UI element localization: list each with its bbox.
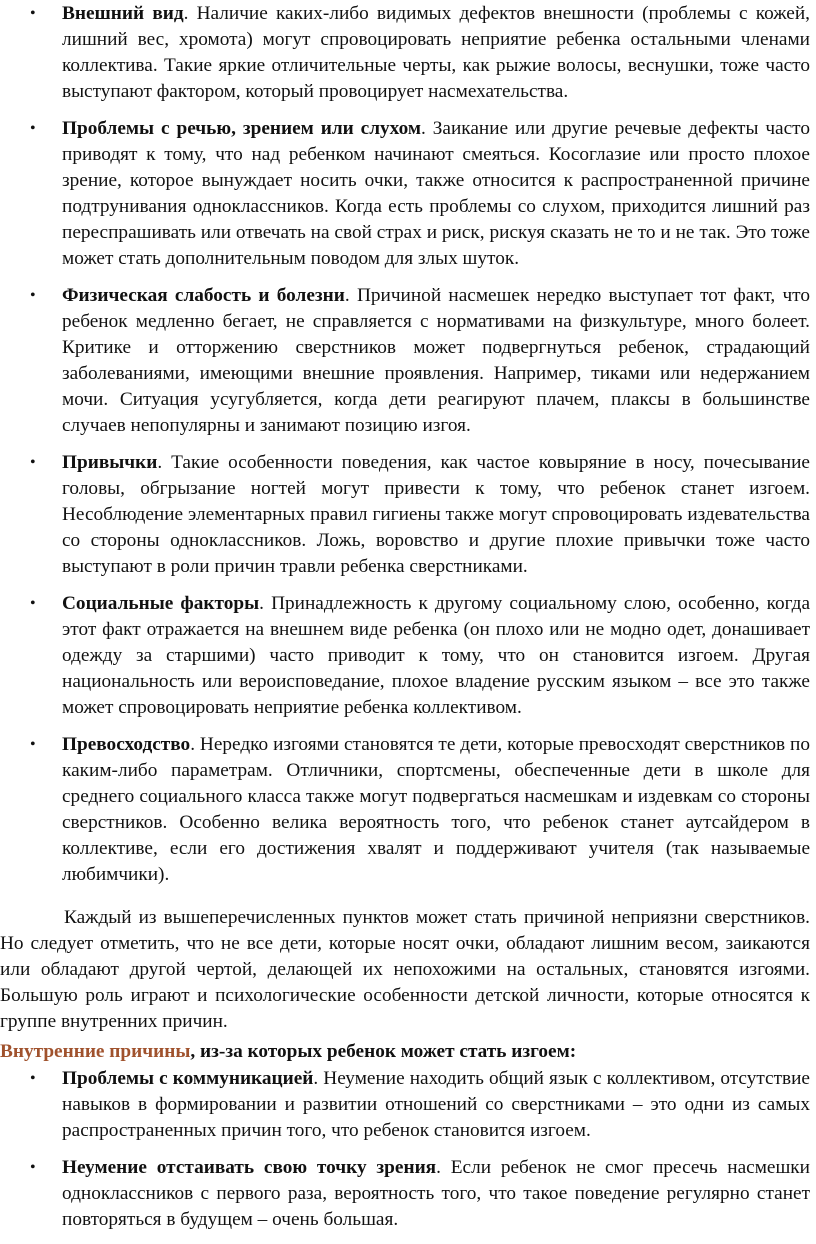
item-title: Неумение отстаивать свою точку зрения [62,1157,437,1178]
bullet-icon: • [30,1070,36,1087]
item-text: . Принадлежность к другому социальному слою, особенно, когда этот факт отражается на внешнем виде ребенка (он плохо или не модно одет, донашивает одежду за старшими) часто приводит к тому, что он становится изгоем. Другая национальность или вероисповедание, плохое владение русским языком – все это также может спровоцировать неприятие ребенка коллективом. [62,593,811,718]
bullet-icon: • [30,736,36,753]
item-text: . Неумение находить общий язык с коллективом, отсутствие навыков в формировании и развитии отношений со сверстниками – это одни из самых распространенных причин того, что ребенок становится изгоем. [62,1068,810,1141]
item-title: Привычки [62,452,158,473]
bullet-icon: • [30,595,36,612]
item-text: . Такие особенности поведения, как частое ковыряние в носу, почесывание головы, обгрызание ногтей могут привести к тому, что ребенок станет изгоем. Несоблюдение элементарных правил гигиены также могут спровоцировать издевательства со стороны одноклассников. Ложь, воровство и другие плохие привычки тоже часто выступают в роли причин травли ребенка сверстниками. [62,452,810,577]
bullet-icon: • [30,5,36,22]
item-title: Внешний вид [62,3,184,24]
list-item [0,1,816,105]
bullet-icon: • [30,287,36,304]
section-heading [0,1039,810,1065]
bullet-icon: • [30,120,36,137]
list-item [0,450,816,580]
summary-paragraph: Каждый из вышеперечисленных пунктов может стать причиной неприязни сверстников. Но следует отметить, что не все дети, которые носят очки, обладают лишним весом, заикаются или обладают другой чертой, делающей их непохожими на остальных, становятся изгоями. Большую роль играют и психологические особенности детской личности, которые относятся к группе внутренних причин. [0,907,810,1032]
bullet-icon: • [30,1159,36,1176]
list-item [0,591,816,721]
list-item [0,1155,816,1233]
item-text: . Причиной насмешек нередко выступает тот факт, что ребенок медленно бегает, не справляется с нормативами на физкультуре, много болеет. Критике и отторжению сверстников может подвергнуться ребенок, страдающий заболеваниями, имеющими внешние проявления. Например, тиками или недержанием мочи. Ситуация усугубляется, когда дети реагируют плачем, плаксы в большинстве случаев непопулярны и занимают позицию изгоя. [62,285,810,436]
heading-rest: , из-за которых ребенок может стать изгоем: [190,1041,577,1062]
external-causes-list [0,1,816,899]
item-title: Физическая слабость и болезни [62,285,345,306]
list-item [0,1066,816,1144]
list-item [0,116,816,272]
bullet-icon: • [30,454,36,471]
heading-accent: Внутренние причины [0,1041,191,1062]
item-text: . Наличие каких-либо видимых дефектов внешности (проблемы с кожей, лишний вес, хромота) могут спровоцировать неприятие ребенка остальными членами коллектива. Такие яркие отличительные черты, как рыжие волосы, веснушки, тоже часто выступают фактором, который провоцирует насмехательства. [62,3,811,102]
item-text: . Заикание или другие речевые дефекты часто приводят к тому, что над ребенком начинают смеяться. Косоглазие или просто плохое зрение, которое вынуждает носить очки, также относится к распространенной причине подтрунивания одноклассников. Когда есть проблемы со слухом, приходится лишний раз переспрашивать или отвечать на свой страх и риск, рискуя сказать не то и не так. Это тоже может стать дополнительным поводом для злых шуток. [62,118,810,269]
item-title: Проблемы с коммуникацией [62,1068,314,1089]
list-item [0,283,816,439]
item-title: Проблемы с речью, зрением или слухом [62,118,421,139]
item-title: Социальные факторы [62,593,260,614]
item-text: . Нередко изгоями становятся те дети, которые превосходят сверстников по каким-либо параметрам. Отличники, спортсмены, обеспеченные дети в школе для среднего социального класса также могут подвергаться насмешкам и издевкам со стороны сверстников. Особенно велика вероятность того, что ребенок станет аутсайдером в коллективе, если его достижения хвалят и поддерживают учителя (так называемые любимчики). [62,734,810,885]
item-text: . Если ребенок не смог пресечь насмешки одноклассников с первого раза, вероятность того, что такое поведение регулярно станет повторяться в будущем – очень большая. [62,1157,810,1230]
item-title: Превосходство [62,734,191,755]
internal-causes-list [0,1066,816,1244]
list-item [0,732,816,888]
